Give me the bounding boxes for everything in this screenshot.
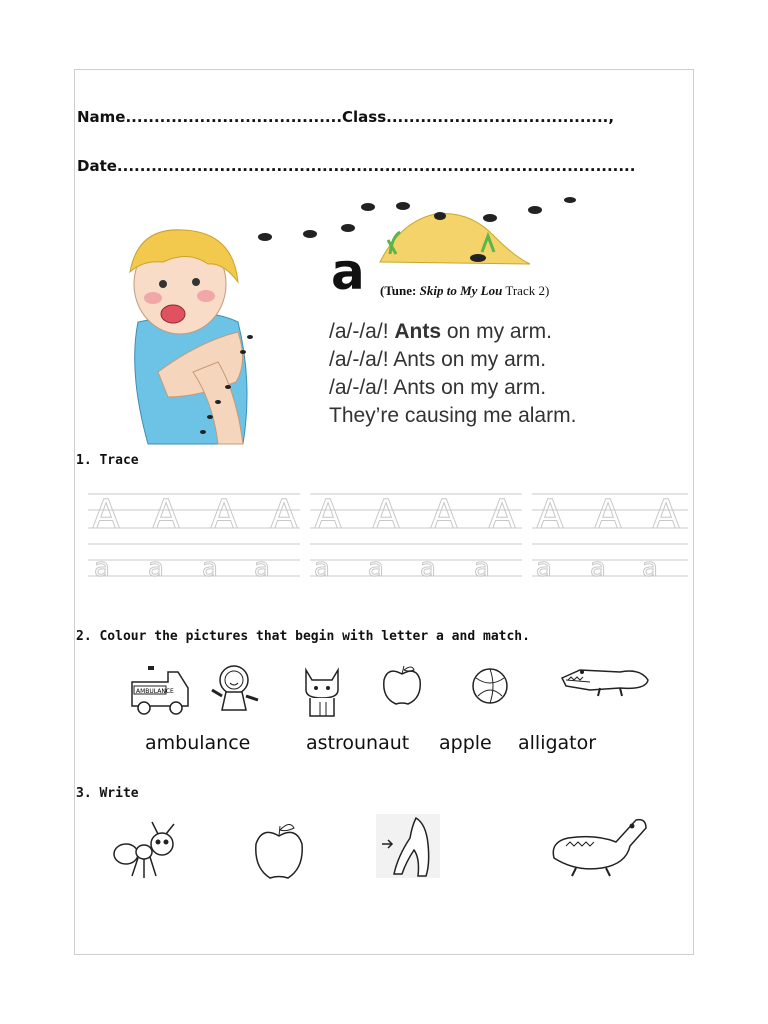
trace-letter-upper[interactable]: A [430, 492, 458, 538]
section-write-title: 3. Write [76, 786, 139, 801]
song-lyrics [329, 318, 576, 430]
astronaut-icon[interactable] [208, 660, 264, 716]
date-line: Date........................................................................................... [77, 157, 636, 175]
word-ambulance: ambulance [145, 732, 251, 754]
trace-letter-lower[interactable]: a [642, 553, 658, 583]
lyric-line: /a/-/a/! Ants on my arm. [329, 320, 552, 343]
trace-letter-upper[interactable]: A [210, 492, 238, 538]
trace-letter-lower[interactable]: a [420, 553, 436, 583]
trace-letter-upper[interactable]: A [314, 492, 342, 538]
ambulance-sign-text: AMBULANCE [136, 688, 174, 695]
phonics-letter: a [331, 243, 365, 301]
tune-title: Skip to My Lou [419, 283, 503, 298]
trace-letter-lower[interactable]: a [536, 553, 552, 583]
trace-letter-upper[interactable]: A [372, 492, 400, 538]
trace-letter-upper[interactable]: A [536, 492, 564, 538]
trace-letter-lower[interactable]: a [590, 553, 606, 583]
trace-letter-lower[interactable]: a [314, 553, 330, 583]
trace-letter-lower[interactable]: a [202, 553, 218, 583]
arm-icon[interactable] [376, 814, 440, 878]
trace-letter-upper[interactable]: A [152, 492, 180, 538]
trace-letter-lower[interactable]: a [94, 553, 110, 583]
ant-icon[interactable] [108, 820, 184, 880]
trace-letter-lower[interactable]: a [148, 553, 164, 583]
trace-letter-upper[interactable]: A [652, 492, 680, 538]
trace-letter-lower[interactable]: a [368, 553, 384, 583]
alligator-write-icon[interactable] [546, 812, 650, 878]
trace-letter-upper[interactable]: A [92, 492, 120, 538]
cat-icon[interactable] [300, 662, 344, 718]
word-apple: apple [439, 732, 492, 754]
lyric-line: /a/-/a/! Ants on my arm. [329, 348, 547, 371]
ant-hill-illustration [250, 192, 590, 272]
trace-letter-upper[interactable]: A [594, 492, 622, 538]
section-trace-title: 1. Trace [76, 453, 139, 468]
trace-letter-lower[interactable]: a [254, 553, 270, 583]
word-astrounaut: astrounaut [306, 732, 410, 754]
lyric-line: They’re causing me alarm. [329, 404, 577, 427]
lyric-line: /a/-/a/! Ants on my arm. [329, 376, 547, 399]
tracing-area [88, 490, 688, 582]
alligator-icon[interactable] [560, 660, 650, 698]
apple-write-icon[interactable] [252, 820, 306, 882]
word-alligator: alligator [518, 732, 597, 754]
name-class-line: Name......................................Class......................................., [77, 108, 615, 126]
ambulance-icon[interactable] [128, 664, 192, 716]
section-colour-title: 2. Colour the pictures that begin with letter a and match. [76, 629, 530, 644]
ball-icon[interactable] [470, 666, 510, 706]
trace-letter-upper[interactable]: A [488, 492, 516, 538]
trace-letter-lower[interactable]: a [474, 553, 490, 583]
apple-icon[interactable] [380, 664, 424, 706]
trace-letter-upper[interactable]: A [270, 492, 298, 538]
boy-with-ants-illustration [118, 222, 258, 444]
tune-caption: (Tune: Skip to My Lou Track 2) [380, 283, 550, 298]
